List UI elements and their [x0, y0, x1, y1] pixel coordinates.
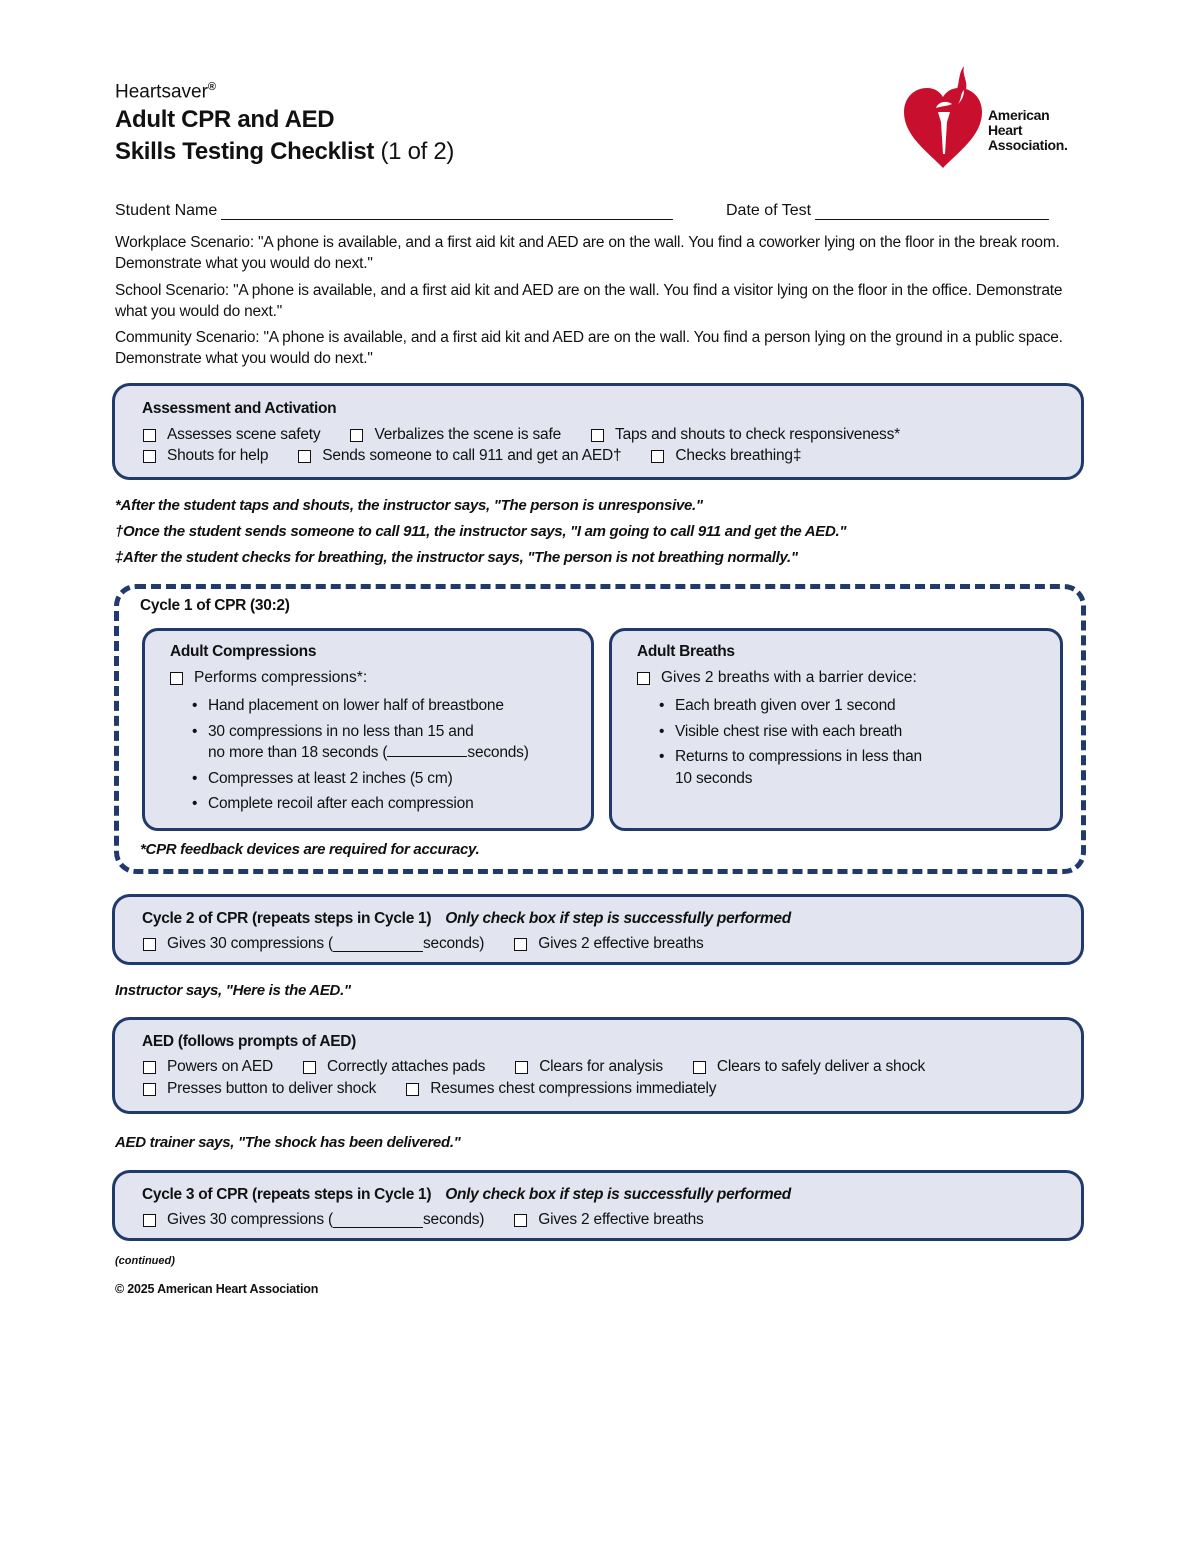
list-item: • 30 compressions in no less than 15 and no more than 18 seconds ( seconds): [192, 721, 529, 764]
breaths-bullets: [659, 695, 922, 793]
adult-compressions-box: [142, 628, 594, 831]
checkbox[interactable]: [514, 1214, 527, 1227]
check-item[interactable]: Presses button to deliver shock: [143, 1080, 376, 1098]
check-item[interactable]: Gives 30 compressions ( seconds): [143, 935, 484, 953]
checkbox[interactable]: [143, 1061, 156, 1074]
checkbox[interactable]: [693, 1061, 706, 1074]
student-name-line[interactable]: [221, 201, 673, 220]
cycle2-box: [112, 894, 1084, 965]
assessment-activation-box: [112, 383, 1084, 480]
brand-name: Heartsaver®: [115, 81, 217, 103]
check-item[interactable]: Gives 30 compressions ( seconds): [143, 1211, 484, 1229]
instructor-aed-note: Instructor says, "Here is the AED.": [115, 982, 351, 999]
seconds-blank[interactable]: [333, 1213, 423, 1228]
check-item[interactable]: Gives 2 effective breaths: [514, 935, 703, 953]
check-item[interactable]: Gives 2 breaths with a barrier device:: [637, 669, 917, 687]
workplace-scenario: Workplace Scenario: "A phone is available, and a first aid kit and AED are on the wall. You find a coworker lying on the floor in the break room. Demonstrate what you would do next.": [115, 234, 1060, 272]
compressions-bullets: [192, 695, 529, 819]
seconds-blank[interactable]: [387, 742, 467, 757]
checkbox[interactable]: [143, 1083, 156, 1096]
check-item[interactable]: Shouts for help: [143, 447, 268, 465]
check-item[interactable]: Taps and shouts to check responsiveness*: [591, 426, 900, 444]
page-title: Adult CPR and AED Skills Testing Checklist (1 of 2): [115, 106, 455, 165]
checkbox[interactable]: [514, 938, 527, 951]
checkbox[interactable]: [637, 672, 650, 685]
check-item[interactable]: Checks breathing‡: [651, 447, 801, 465]
breaths-title: Adult Breaths: [637, 643, 735, 660]
checkbox[interactable]: [406, 1083, 419, 1096]
checkbox[interactable]: [170, 672, 183, 685]
check-item[interactable]: Sends someone to call 911 and get an AED†: [298, 447, 621, 465]
cycle2-title: Cycle 2 of CPR (repeats steps in Cycle 1) Only check box if step is successfully performed: [142, 910, 791, 927]
list-item: • Visible chest rise with each breath: [659, 721, 922, 743]
continued-label: (continued): [115, 1255, 175, 1267]
list-item: • Hand placement on lower half of breastbone: [192, 695, 529, 717]
list-item: • Each breath given over 1 second: [659, 695, 922, 717]
checkbox[interactable]: [143, 429, 156, 442]
checkbox[interactable]: [143, 938, 156, 951]
checkbox[interactable]: [591, 429, 604, 442]
check-item[interactable]: Correctly attaches pads: [303, 1058, 485, 1076]
cycle3-title: Cycle 3 of CPR (repeats steps in Cycle 1) Only check box if step is successfully performed: [142, 1186, 791, 1203]
aed-trainer-note: AED trainer says, "The shock has been delivered.": [115, 1134, 461, 1151]
checkbox[interactable]: [515, 1061, 528, 1074]
aha-logo: [898, 64, 1098, 174]
student-name-field[interactable]: Student Name: [115, 201, 673, 220]
checkbox[interactable]: [303, 1061, 316, 1074]
copyright: © 2025 American Heart Association: [115, 1282, 319, 1296]
checkbox[interactable]: [298, 450, 311, 463]
check-item[interactable]: Resumes chest compressions immediately: [406, 1080, 716, 1098]
note-unresponsive: *After the student taps and shouts, the instructor says, "The person is unresponsive.": [115, 497, 703, 514]
cycle3-box: [112, 1170, 1084, 1241]
seconds-blank[interactable]: [333, 937, 423, 952]
school-scenario: School Scenario: "A phone is available, and a first aid kit and AED are on the wall. You find a visitor lying on the floor in the office. Demonstrate what you would do next.": [115, 282, 1063, 320]
check-item[interactable]: Clears to safely deliver a shock: [693, 1058, 925, 1076]
logo-text-american: American: [988, 107, 1050, 123]
aed-title: AED (follows prompts of AED): [142, 1033, 357, 1050]
list-item: • Compresses at least 2 inches (5 cm): [192, 768, 529, 790]
check-item[interactable]: Assesses scene safety: [143, 426, 320, 444]
assessment-title: Assessment and Activation: [142, 400, 337, 417]
cycle1-title: Cycle 1 of CPR (30:2): [140, 597, 290, 614]
date-of-test-line[interactable]: [815, 201, 1049, 220]
note-call-911: †Once the student sends someone to call 911, the instructor says, "I am going to call 911 and get the AED.": [115, 523, 847, 540]
list-item: • Returns to compressions in less than 10 seconds: [659, 746, 922, 789]
date-of-test-field[interactable]: Date of Test: [726, 201, 1049, 220]
compressions-title: Adult Compressions: [170, 643, 317, 660]
note-not-breathing: ‡After the student checks for breathing, the instructor says, "The person is not breathing normally.": [115, 549, 798, 566]
feedback-note: *CPR feedback devices are required for accuracy.: [140, 841, 480, 858]
checkbox[interactable]: [143, 1214, 156, 1227]
heart-torch-icon: [898, 64, 988, 174]
community-scenario: Community Scenario: "A phone is available, and a first aid kit and AED are on the wall. You find a person lying on the ground in a public space. Demonstrate what you would do next.": [115, 329, 1063, 367]
logo-text-heart: Heart: [988, 122, 1023, 138]
check-item[interactable]: Clears for analysis: [515, 1058, 663, 1076]
checkbox[interactable]: [143, 450, 156, 463]
adult-breaths-box: [609, 628, 1063, 831]
checkbox[interactable]: [651, 450, 664, 463]
logo-text-association: Association.: [988, 137, 1068, 153]
check-item[interactable]: Powers on AED: [143, 1058, 273, 1076]
list-item: • Complete recoil after each compression: [192, 793, 529, 815]
check-item[interactable]: Verbalizes the scene is safe: [350, 426, 561, 444]
check-item[interactable]: Performs compressions*:: [170, 669, 367, 687]
check-item[interactable]: Gives 2 effective breaths: [514, 1211, 703, 1229]
aed-box: [112, 1017, 1084, 1114]
checkbox[interactable]: [350, 429, 363, 442]
